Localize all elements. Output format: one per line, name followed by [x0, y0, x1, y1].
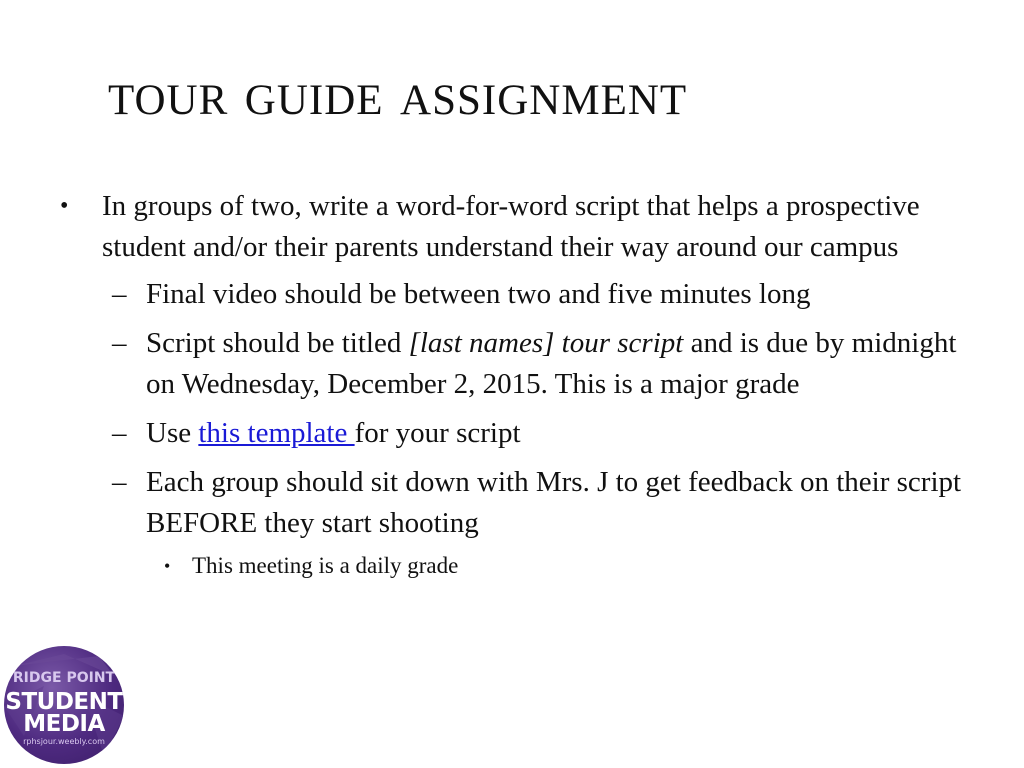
sub-item-video-length	[58, 274, 978, 315]
sub-sub-item-text: This meeting is a daily grade	[192, 553, 459, 578]
dash-icon: –	[112, 278, 127, 310]
sub-item-text-pre: Script should be titled	[146, 327, 409, 359]
sub-item-text-pre: Use	[146, 417, 199, 449]
sub-sub-bullet-list	[58, 550, 978, 582]
dash-icon: –	[112, 417, 127, 449]
bullet-text: In groups of two, write a word-for-word script that helps a prospective student and/or their parents understand their way around our campus	[102, 190, 920, 263]
sub-bullet-list	[58, 274, 978, 544]
logo-line-student: STUDENT	[5, 689, 123, 715]
template-link[interactable]: this template	[198, 417, 355, 449]
dash-icon: –	[112, 327, 127, 359]
logo-url: rphsjour.weebly.com	[23, 737, 105, 746]
slide-body	[58, 186, 978, 582]
logo-line-media: MEDIA	[23, 711, 105, 737]
slide-title: tour guide assignment	[108, 60, 688, 128]
dash-icon: –	[112, 466, 127, 498]
sub-item-script-title	[58, 323, 978, 405]
script-title-format: [last names] tour script	[408, 327, 684, 359]
sub-sub-item-daily-grade	[58, 550, 978, 582]
bullet-list	[58, 186, 978, 268]
sub-item-text: Final video should be between two and five minutes long	[146, 278, 811, 310]
sub-item-feedback	[58, 462, 978, 544]
logo-line-ridge-point: RIDGE POINT	[12, 670, 116, 686]
sub-item-text-post: and is due by midnight on Wednesday, December 2, 2015. This is a major grade	[146, 327, 957, 400]
sub-item-template	[58, 413, 978, 454]
sub-item-text-post: for your script	[354, 417, 521, 449]
bullet-icon: •	[60, 193, 69, 219]
bullet-item-groups	[58, 186, 978, 268]
sub-item-text: Each group should sit down with Mrs. J to get feedback on their script BEFORE they start shooting	[146, 466, 962, 539]
bullet-icon: •	[164, 556, 171, 576]
student-media-logo	[4, 646, 124, 764]
